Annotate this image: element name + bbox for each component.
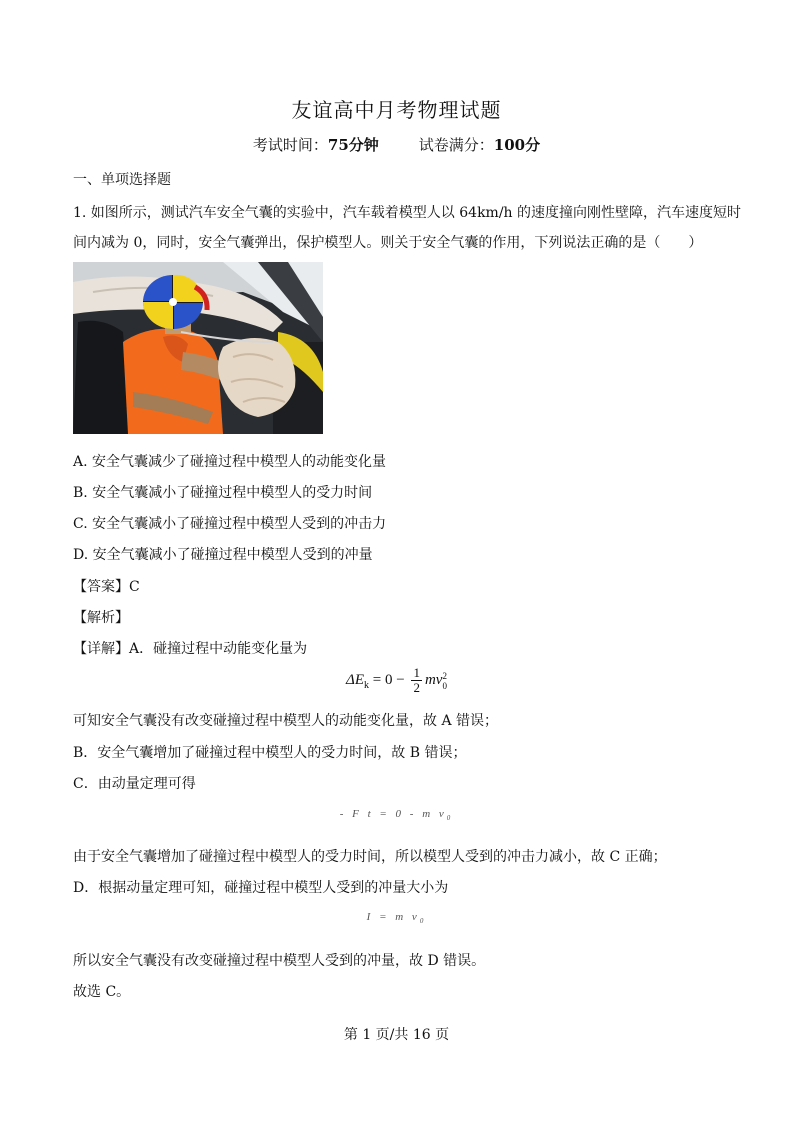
detail-d-conclusion: 所以安全气囊没有改变碰撞过程中模型人受到的冲量，故 D 错误。 [73,953,486,969]
analysis-label: 【解析】 [73,610,129,626]
detail-line-d: D．根据动量定理可知，碰撞过程中模型人受到的冲量大小为 [73,880,449,896]
formula-1-lhs: ΔE [346,671,365,688]
formula-1-eq: = 0 − [372,671,405,688]
crash-test-illustration [73,262,323,434]
formula-momentum-theorem [0,808,793,822]
detail-line-b: B．安全气囊增加了碰撞过程中模型人的受力时间，故 B 错误； [73,745,467,761]
option-c: C. 安全气囊减小了碰撞过程中模型人受到的冲击力 [73,516,387,532]
full-score-label: 试卷满分： [418,136,494,154]
formula-3-text: I = m v [366,911,420,923]
formula-1-denominator: 2 [413,680,420,695]
formula-1-sub: k [364,679,370,691]
formula-kinetic-energy [0,666,793,695]
detail-a-conclusion: 可知安全气囊没有改变碰撞过程中模型人的动能变化量，故 A 错误； [73,713,499,729]
formula-1-numerator: 1 [413,665,420,680]
crash-test-photo [73,262,323,434]
option-a: A. 安全气囊减少了碰撞过程中模型人的动能变化量 [73,454,387,470]
formula-1-rhs: mv [424,671,443,688]
detail-c-conclusion: 由于安全气囊增加了碰撞过程中模型人的受力时间，所以模型人受到的冲击力减小，故 C 正确； [73,849,667,865]
option-d: D. 安全气囊减小了碰撞过程中模型人受到的冲量 [73,547,373,563]
detail-line-a [73,638,307,658]
detail-label: 【详解】 [73,641,129,657]
formula-1-subscript: 0 [442,680,447,691]
answer-line [73,576,140,596]
detail-line-c: C．由动量定理可得 [73,776,196,792]
formula-1-script [442,671,447,691]
answer-value: C [129,579,140,595]
full-score-value: 100分 [493,136,541,154]
formula-2-text: - F t = 0 - m v [339,808,447,820]
exam-time-label: 考试时间： [252,136,328,154]
question-stem-line-2: 间内减为 0，同时，安全气囊弹出，保护模型人。则关于安全气囊的作用，下列说法正确的是（ ） [73,235,703,251]
section-title: 一、单项选择题 [73,172,171,188]
detail-a-text: A．碰撞过程中动能变化量为 [129,641,308,657]
answer-label: 【答案】 [73,579,129,595]
formula-2-sub: 0 [446,814,454,823]
exam-info [0,134,793,155]
question-stem-line-1: 1. 如图所示，测试汽车安全气囊的实验中，汽车载着模型人以 64km/h 的速度撞向刚性壁障，汽车速度短时 [73,205,742,221]
page-title: 友谊高中月考物理试题 [291,98,502,122]
formula-impulse [0,911,793,925]
formula-3-sub: 0 [419,917,427,926]
page-number: 第 1 页/共 16 页 [343,1027,450,1043]
final-choice: 故选 C。 [73,984,131,1000]
formula-1-fraction [411,666,422,695]
exam-time-value: 75分钟 [327,136,379,154]
option-b: B. 安全气囊减小了碰撞过程中模型人的受力时间 [73,485,373,501]
formula-1-sup: 2 [442,670,447,681]
